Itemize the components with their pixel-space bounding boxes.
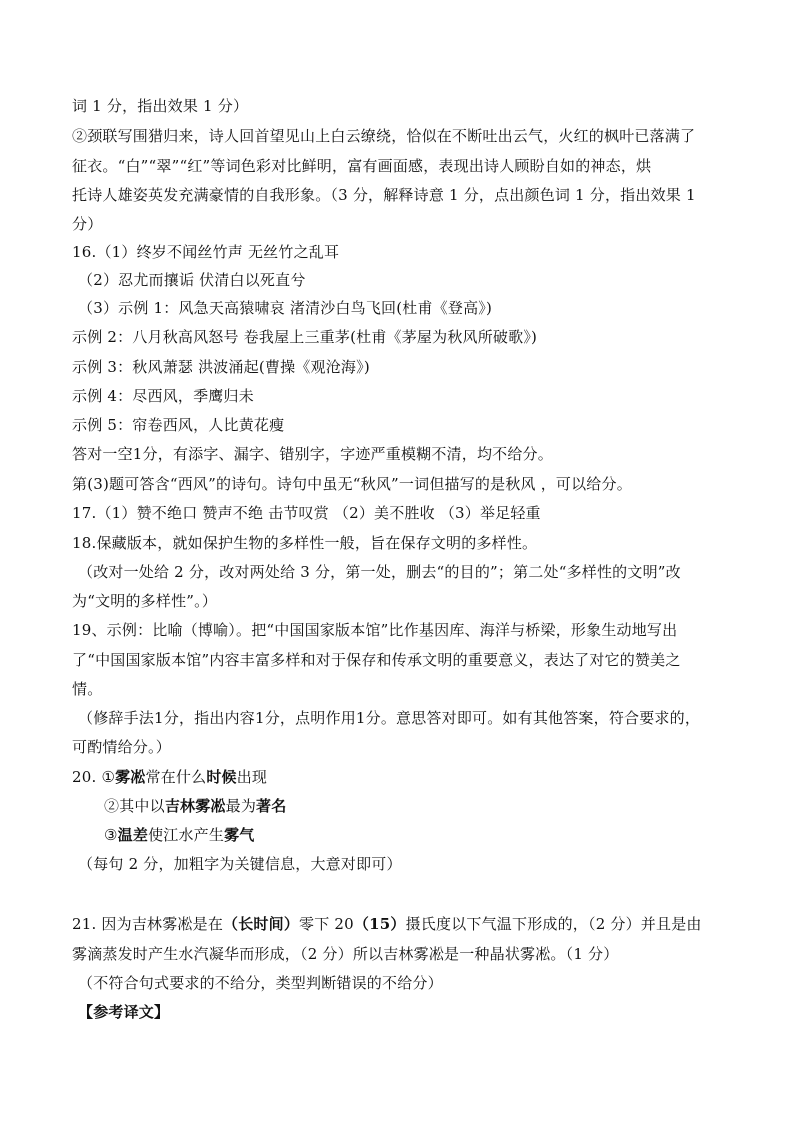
answer-16-1: 16.（1）终岁不闻丝竹声 无丝竹之乱耳 <box>72 243 340 261</box>
text-line: 词 1 分，指出效果 1 分） <box>72 97 249 115</box>
answer-18-note: （改对一处给 2 分，改对两处给 3 分，第一处，删去“的目的”；第二处“多样性的文明”改 <box>78 563 681 581</box>
text-line: 托诗人雄姿英发充满豪情的自我形象。（3 分，解释诗意 1 分，点出颜色词 1 分，指出效果 1 <box>72 186 696 204</box>
answer-21: 21. 因为吉林雾凇是在（长时间）零下 20（15）摄氏度以下气温下形成的，（2 分）并且是由 <box>72 915 702 933</box>
answer-18: 18.保藏版本，就如保护生物的多样性一般，旨在保存文明的多样性。 <box>72 534 538 552</box>
answer-16-2: （2）忍尤而攘诟 伏清白以死直兮 <box>78 271 306 289</box>
example-4: 示例 4：尽西风，季鹰归未 <box>72 387 254 405</box>
example-5: 示例 5：帘卷西风，人比黄花瘦 <box>72 416 285 434</box>
example-2: 示例 2：八月秋高风怒号 卷我屋上三重茅(杜甫《茅屋为秋风所破歌》) <box>72 328 538 346</box>
answer-19: 了“中国国家版本馆”内容丰富多样和对于保存和传承文明的重要意义，表达了对它的赞美之 <box>72 651 681 669</box>
answer-19-note: （修辞手法1分，指出内容1分，点明作用1分。意思答对即可。如有其他答案，符合要求的， <box>78 709 701 727</box>
reference-translation-heading: 【参考译文】 <box>78 1003 170 1021</box>
answer-21-note: （不符合句式要求的不给分，类型判断错误的不给分） <box>78 974 443 992</box>
answer-19: 情。 <box>72 680 103 698</box>
answer-19-note: 可酌情给分。） <box>72 738 171 756</box>
scoring-note: 答对一空1分，有添字、漏字、错别字，字迹严重模糊不清，均不给分。 <box>72 445 553 463</box>
text-line: 征衣。“白”“翠”“红”等词色彩对比鲜明，富有画面感，表现出诗人顾盼自如的神态，烘 <box>72 157 652 175</box>
answer-20-item-1: 20. ①雾凇常在什么时候出现 <box>72 768 268 786</box>
answer-21: 雾滴蒸发时产生水汽凝华而形成，（2 分）所以吉林雾凇是一种晶状雾凇。（1 分） <box>72 945 619 963</box>
answer-20-note: （每句 2 分，加粗字为关键信息，大意对即可） <box>78 855 402 873</box>
answer-20-item-2: ②其中以吉林雾凇最为著名 <box>104 797 287 815</box>
answer-18-note: 为“文明的多样性”。） <box>72 592 218 610</box>
text-line: ②颈联写围猎归来，诗人回首望见山上白云缭绕，恰似在不断吐出云气，火红的枫叶已落满了 <box>72 127 696 145</box>
example-3: 示例 3：秋风萧瑟 洪波涌起(曹操《观沧海》) <box>72 358 370 376</box>
answer-17: 17.（1）赞不绝口 赞声不绝 击节叹赏 （2）美不胜收 （3）举足轻重 <box>72 504 541 522</box>
answer-20-item-3: ③温差使江水产生雾气 <box>104 826 255 844</box>
answer-19: 19、示例：比喻（博喻）。把“中国国家版本馆”比作基因库、海洋与桥梁，形象生动地写出 <box>72 621 678 639</box>
text-line: 分） <box>72 215 103 233</box>
scoring-note: 第(3)题可答含“西风”的诗句。诗句中虽无“秋风”一词但描写的是秋风 ，可以给分。 <box>72 475 632 493</box>
answer-16-3: （3）示例 1：风急天高猿啸哀 渚清沙白鸟飞回(杜甫《登高》) <box>78 299 493 317</box>
